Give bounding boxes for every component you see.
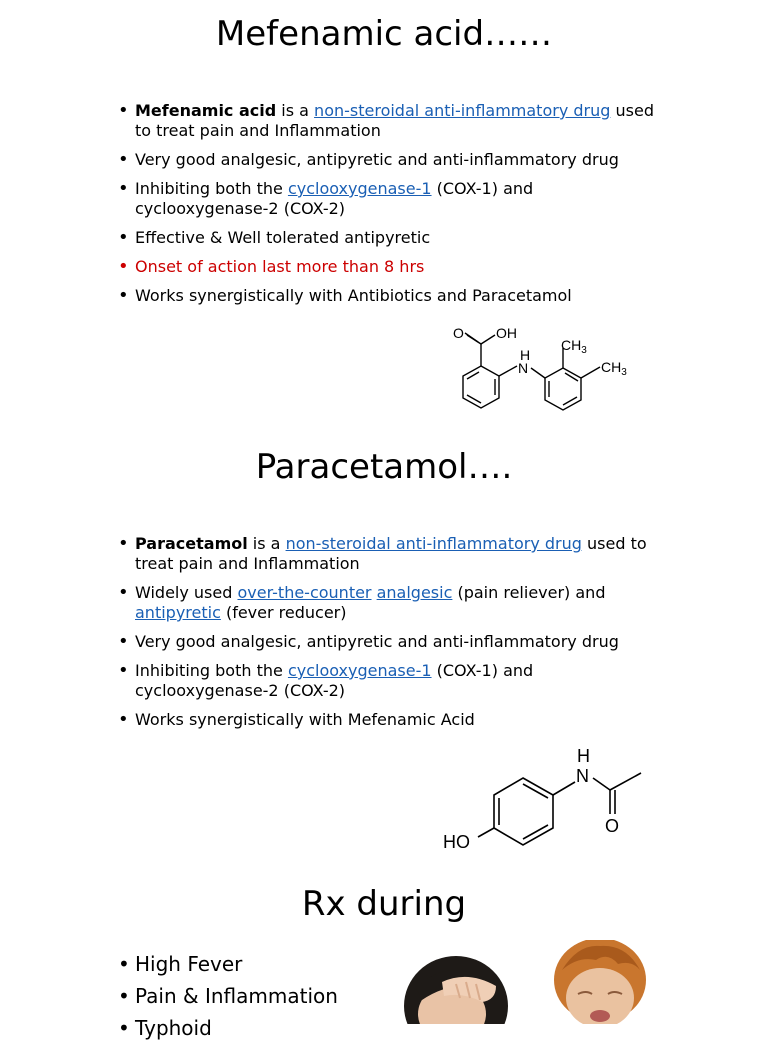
mefenamic-atom-h: H [520, 347, 531, 363]
paracetamol-bullet-cox [118, 661, 658, 701]
antipyretic-link[interactable]: antipyretic [135, 603, 221, 622]
mefenamic-ch: CH [601, 359, 622, 375]
mefenamic-bold-term: Mefenamic acid [135, 101, 277, 120]
paracetamol-structure [430, 742, 650, 857]
analgesic-link[interactable]: analgesic [376, 583, 453, 602]
paracetamol-text: (pain reliever) and [452, 583, 606, 602]
mefenamic-sub3: 3 [581, 345, 587, 356]
paracetamol-bullet-otc [118, 583, 658, 623]
mefenamic-bullet-definition [118, 101, 658, 141]
mefenamic-title: Mefenamic acid…… [215, 14, 553, 54]
mefenamic-acid-structure [445, 320, 645, 420]
mefenamic-bullet-cox [118, 179, 658, 219]
paracetamol-bullet-definition [118, 534, 658, 574]
paracetamol-title: Paracetamol…. [255, 447, 513, 487]
mefenamic-bullet-list [118, 101, 658, 315]
mefenamic-text: is a [276, 101, 315, 120]
paracetamol-atom-n: N [576, 766, 589, 786]
mefenamic-methyl-1 [561, 337, 587, 356]
mefenamic-ch: CH [561, 337, 582, 353]
otc-link[interactable]: over-the-counter [237, 583, 372, 602]
mefenamic-atom-oh: OH [496, 325, 517, 341]
mefenamic-sub3: 3 [621, 367, 627, 378]
paracetamol-bullet-list [118, 534, 658, 739]
mefenamic-text: Inhibiting both the [135, 179, 288, 198]
paracetamol-bullet-synergy: • Works synergistically with Mefenamic Acid [118, 710, 658, 730]
child-headache-photo [398, 948, 518, 1024]
rx-item: • High Fever [118, 948, 338, 980]
cox1-link[interactable]: cyclooxygenase-1 [287, 179, 432, 198]
mefenamic-atom-o: O [453, 325, 464, 341]
paracetamol-text: is a [247, 534, 286, 553]
paracetamol-bullet-analgesic: • Very good analgesic, antipyretic and anti-inflammatory drug [118, 632, 658, 652]
nsaid-link[interactable]: non-steroidal anti-inflammatory drug [314, 101, 611, 120]
mefenamic-text: (COX-1) and cyclooxygenase-2 (COX-2) [135, 179, 534, 218]
rx-item: • Typhoid [118, 1012, 338, 1044]
mefenamic-atom-n: N [518, 360, 529, 376]
paracetamol-atom-o: O [605, 816, 620, 836]
mefenamic-bullet-synergy: • Works synergistically with Antibiotics and Paracetamol [118, 286, 658, 306]
paracetamol-text: (fever reducer) [220, 603, 347, 622]
cox1-link[interactable]: cyclooxygenase-1 [287, 661, 432, 680]
child-crying-photo [548, 940, 652, 1024]
paracetamol-bold-term: Paracetamol [135, 534, 248, 553]
rx-list [118, 948, 338, 1044]
paracetamol-text: Widely used [135, 583, 238, 602]
paracetamol-text: (COX-1) and cyclooxygenase-2 (COX-2) [135, 661, 534, 700]
rx-item: • Pain & Inflammation [118, 980, 338, 1012]
mefenamic-methyl-2 [601, 359, 627, 378]
paracetamol-atom-h: H [577, 746, 590, 766]
mefenamic-bullet-onset: • Onset of action last more than 8 hrs [118, 257, 658, 277]
rx-title: Rx during [301, 884, 467, 924]
paracetamol-text: used to treat pain and Inflammation [135, 534, 647, 573]
mefenamic-text: used to treat pain and Inflammation [135, 101, 654, 140]
mefenamic-bullet-antipyretic: • Effective & Well tolerated antipyretic [118, 228, 658, 248]
mefenamic-bullet-analgesic: • Very good analgesic, antipyretic and anti-inflammatory drug [118, 150, 658, 170]
nsaid-link[interactable]: non-steroidal anti-inflammatory drug [285, 534, 582, 553]
paracetamol-atom-ho: HO [443, 832, 470, 852]
paracetamol-text: Inhibiting both the [135, 661, 288, 680]
